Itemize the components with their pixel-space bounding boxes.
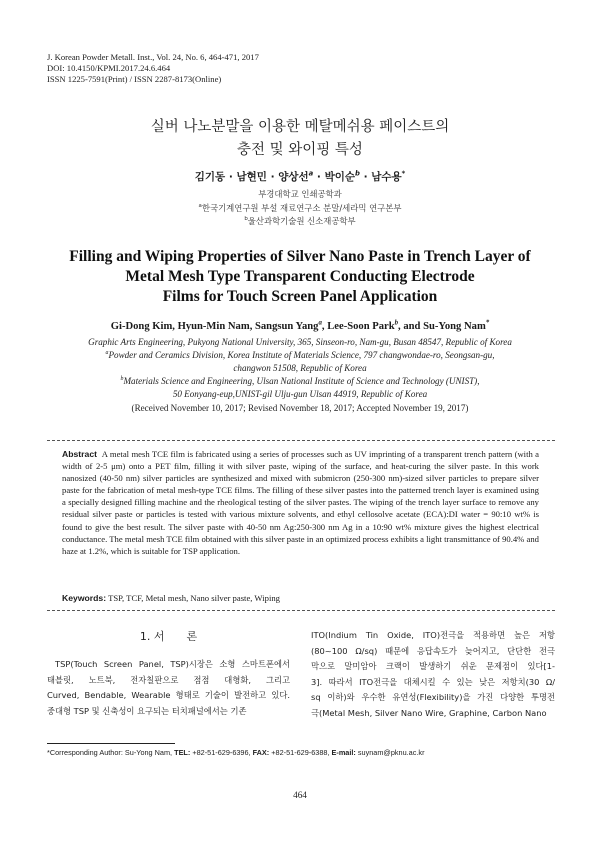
author-name: 박이순: [324, 171, 356, 183]
footnote-fax-label: FAX:: [252, 748, 270, 757]
abstract-text: A metal mesh TCE film is fabricated using a series of processes such as UV imprinting of a transparent trench pattern (with a width of 2-5 μm) onto a PET film, filling it with silver paste, wiping of the surface, and heat-curing the silver paste. In this work nanosized (40-50 nm) silver particles are synthesized and mixed with submicron (250-300 nm)-sized silver particles to prepare silver paste for the fabrication of metal mesh-type TCE films. The filling of these silver pastes into the patterned trench layer is examined using a specially designed filling machine and the rheological testing of the silver pastes. The wiping of the trench layer surface to remove any residual silver paste or particles is tested with various mixture solvents, and ethyl cellosolve acetate (ECA):DI water = 90:10 wt% is found to give the best result. The silver paste with 40-50 nm Ag:250-300 nm Ag in a 10:90 wt% mixture gives the highest electrical conductance. The metal mesh TCE film obtained with this silver paste in an optimized process exhibits a light transmittance of 90.4% and haze at 1.2%, which is suitable for TSP application.: [62, 449, 539, 556]
author-name: 남현민: [236, 171, 267, 183]
author-name: 김기동: [194, 171, 226, 183]
text-line: (80~100 Ω/sq) 때문에 응답속도가 늦어지고, 단단한 전극: [311, 645, 555, 656]
text-line: sq 이하)와 우수한 유연성(Flexibility)을 가진 다양한 투명전: [311, 692, 555, 702]
affiliation-marker: a: [105, 349, 109, 356]
keywords-text: TSP, TCF, Metal mesh, Nano silver paste, Wiping: [108, 593, 280, 603]
english-title-line-2: Metal Mesh Type Transparent Conducting Electrode: [125, 268, 475, 285]
author-name: Gi-Dong Kim: [110, 321, 173, 332]
journal-issn: ISSN 1225-7591(Print) / ISSN 2287-8173(Online): [47, 74, 222, 84]
footnote-divider: [47, 743, 175, 744]
right-column-text: [311, 628, 555, 721]
footnote-tel: +82-51-629-6396,: [192, 748, 251, 757]
author-separator: ·: [266, 171, 279, 183]
footnote-tel-label: TEL:: [174, 748, 191, 757]
section-heading-introduction: 1. 서 론: [139, 630, 198, 643]
footnote-email[interactable]: suynam@pknu.ac.kr: [357, 748, 425, 757]
english-affiliation-2-line-2: changwon 51508, Republic of Korea: [233, 363, 367, 373]
keywords-label: Keywords:: [62, 593, 107, 603]
korean-affiliation-3: [0, 215, 600, 227]
author-separator: ·: [313, 171, 325, 183]
english-affiliation-3-line-1: [0, 376, 600, 386]
received-dates: (Received November 10, 2017; Revised November 18, 2017; Accepted November 19, 2017): [131, 403, 469, 413]
author-separator: ·: [359, 171, 372, 183]
text-line: TSP(Touch Screen Panel, TSP)시장은 소형 스마트폰에서: [55, 659, 290, 669]
journal-doi: DOI: 10.4150/KPMI.2017.24.6.464: [47, 63, 171, 73]
author-name: Su-Yong Nam: [423, 321, 486, 332]
footnote-email-label: E-mail:: [331, 748, 356, 757]
korean-author-list: [0, 169, 600, 184]
author-name: Hyun-Min Nam: [177, 321, 250, 332]
author-name: 양상선: [278, 171, 309, 183]
corresponding-author-footnote: [47, 748, 425, 757]
english-affiliation-3-line-2: 50 Eonyang-eup,UNIST-gil Ulju-gun Ulsan 44919, Republic of Korea: [172, 389, 428, 399]
author-separator: , and: [398, 321, 424, 332]
author-separator: ·: [225, 171, 237, 183]
author-separator: ,: [249, 321, 255, 332]
author-separator: ,: [321, 321, 328, 332]
english-affiliation-2-text: Powder and Ceramics Division, Korea Institute of Materials Science, 797 changwondae-ro, Seongsan-gu,: [108, 350, 495, 360]
english-affiliation-1: Graphic Arts Engineering, Pukyong National University, 365, Sinseon-ro, Nam-gu, Busan 48547, Republic of Korea: [88, 337, 512, 347]
author-name: 남수용: [371, 171, 402, 183]
english-affiliation-3-text: Materials Science and Engineering, Ulsan National Institute of Science and Technology (UNIST),: [123, 376, 480, 386]
text-line: 막으로 말미암아 크랙이 발생하기 쉬운 문제점이 있다[1-: [311, 661, 555, 671]
text-line: 중대형 TSP 및 신축성이 요구되는 터치패널에서는 기존: [47, 705, 247, 716]
affiliation-marker: b: [244, 216, 248, 223]
author-affiliation-marker: b: [355, 169, 360, 178]
affiliation-marker: a: [198, 203, 202, 210]
text-line: ITO(Indium Tin Oxide, ITO)전극을 적용하면 높은 저항: [311, 630, 555, 640]
korean-title-line-1: 실버 나노분말을 이용한 메탈메쉬용 페이스트의: [150, 119, 450, 135]
abstract-top-divider: [47, 440, 555, 441]
author-affiliation-marker: *: [401, 169, 406, 178]
korean-title-line-2: 충전 및 와이핑 특성: [237, 142, 363, 158]
text-line: Curved, Bendable, Wearable 형태로 기술이 발전하고 있다.: [47, 690, 290, 700]
author-affiliation-marker: *: [485, 319, 490, 327]
author-affiliation-marker: a: [308, 169, 314, 178]
english-affiliation-2-line-1: [0, 350, 600, 360]
english-title-line-1: Filling and Wiping Properties of Silver Nano Paste in Trench Layer of: [69, 248, 531, 265]
korean-affiliation-3-text: 울산과학기술원 신소재공학부: [247, 216, 356, 226]
page-number: 464: [293, 790, 307, 800]
text-line: 태블릿, 노트북, 전자칠판으로 점점 대형화, 그리고: [47, 674, 290, 685]
author-name: Sangsun Yang: [254, 321, 319, 332]
footnote-fax: +82-51-629-6388,: [271, 748, 330, 757]
abstract: [62, 448, 539, 557]
keywords: [62, 593, 539, 603]
footnote-corr-name: Su-Yong Nam,: [124, 748, 173, 757]
left-column-text: [47, 657, 290, 719]
journal-citation: J. Korean Powder Metall. Inst., Vol. 24, No. 6, 464-471, 2017: [47, 52, 259, 62]
author-affiliation-marker: a: [318, 319, 322, 327]
korean-affiliation-1: 부경대학교 인쇄공학과: [258, 189, 342, 199]
affiliation-marker: b: [120, 375, 124, 382]
abstract-bottom-divider: [47, 610, 555, 611]
author-separator: ,: [172, 321, 178, 332]
footnote-corr-label: *Corresponding Author:: [47, 748, 123, 757]
author-affiliation-marker: b: [394, 319, 399, 327]
text-line: 극(Metal Mesh, Silver Nano Wire, Graphine, Carbon Nano: [311, 707, 547, 718]
author-name: Lee-Soon Park: [327, 321, 395, 332]
english-author-list: [0, 321, 600, 332]
abstract-label: Abstract: [62, 449, 97, 459]
english-title-line-3: Films for Touch Screen Panel Application: [162, 288, 438, 305]
korean-affiliation-2-text: 한국기계연구원 부설 재료연구소 분말/세라믹 연구본부: [201, 203, 402, 213]
text-line: 3]. 따라서 ITO전극을 대체시킬 수 있는 낮은 저항치(30 Ω/: [311, 676, 555, 687]
korean-affiliation-2: [0, 202, 600, 214]
